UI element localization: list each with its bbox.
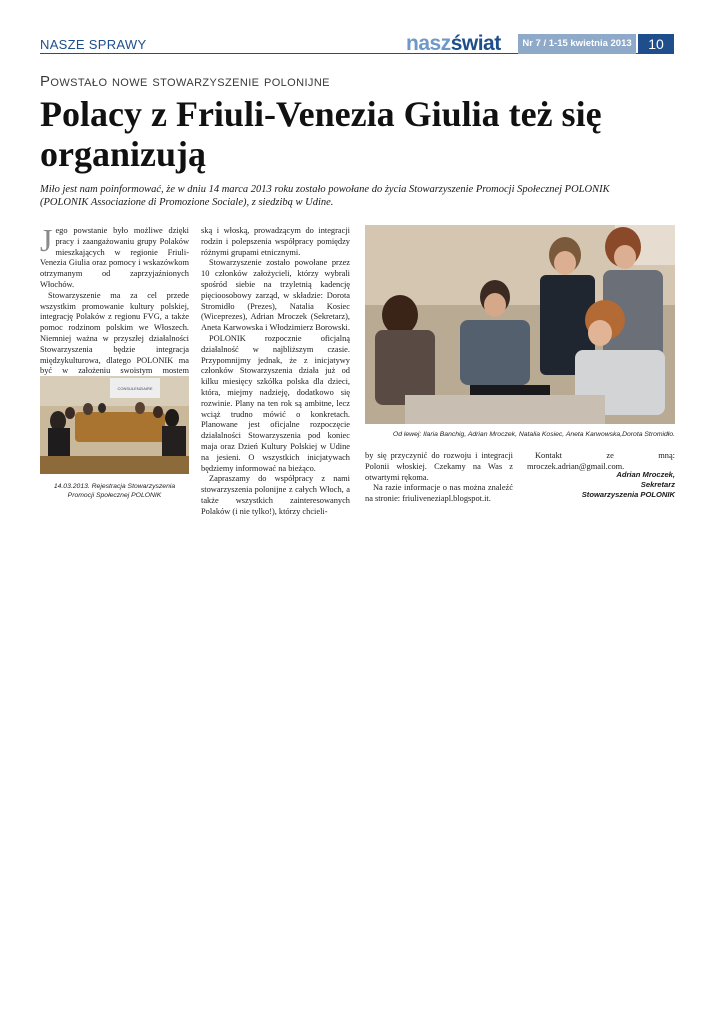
col2-paragraph-4: Zapraszamy do współpracy z nami stowarzyszenia polonijne z całych Włoch, a także wszystkich zainteresowanych Polaków (i nie tylko!), którzy chcieli- bbox=[201, 474, 350, 516]
article-column-1 bbox=[40, 222, 189, 399]
col1-paragraph-1: ego powstanie było możliwe dzięki pracy i zaangażowaniu grupy Polaków mieszkających w regionie Friuli-Venezia Giulia oraz pomocy i wskazówkom otrzymanym od zaprzyjaźnionych Włochów. bbox=[40, 226, 189, 289]
registration-photo bbox=[40, 376, 189, 474]
col3-paragraph-1: by się przyczynić do rozwoju i integracji Polonii włoskiej. Czekamy na Was z otwartymi rękoma. bbox=[365, 451, 513, 482]
article-column-2 bbox=[201, 226, 350, 518]
contact-line: Kontakt ze mną: mroczek.adrian@gmail.com. bbox=[527, 451, 675, 471]
photo-wall-sign: CONSULENZIAIRE bbox=[117, 386, 153, 391]
article-title: Polacy z Friuli-Venezia Giulia też się organizują bbox=[40, 94, 602, 174]
board-photo bbox=[365, 225, 675, 424]
col1-paragraph-2: Stowarzyszenie ma za cel przede wszystkim promowanie kultury polskiej, integrację Polaków z regionu FVG, a także pomoc rodzinom polskim we Włoszech. Niemniej ważna w przyszłej działalności Stowarzyszenia będzie integracja międzykulturowa, dlatego POLONIK ma być w założeniu swoistym mostem bbox=[40, 290, 189, 376]
photo1-caption-line-2: Promocji Społecznej POLONIK bbox=[67, 492, 162, 499]
page-number: 10 bbox=[638, 34, 674, 54]
drop-cap: J bbox=[40, 222, 53, 258]
photo1-caption-line-1: 14.03.2013. Rejestracja Stowarzyszenia bbox=[53, 483, 176, 490]
author-role: Sekretarz bbox=[640, 480, 675, 489]
logo-part-1: nasz bbox=[406, 32, 451, 55]
col2-paragraph-1: ską i włoską, prowadzącym do integracji rodzin i polepszenia współpracy pomiędzy różnymi grupami etnicznymi. bbox=[201, 226, 350, 257]
author-org: Stowarzyszenia POLONIK bbox=[581, 490, 675, 499]
publication-logo bbox=[406, 32, 501, 56]
author-name: Adrian Mroczek, bbox=[616, 470, 675, 479]
issue-badge: Nr 7 / 1-15 kwietnia 2013 bbox=[518, 34, 636, 54]
col3-paragraph-2: Na razie informacje o nas można znaleźć na stronie: friuliveneziapl.blogspot.it. bbox=[365, 483, 513, 504]
article-kicker: Powstało nowe stowarzyszenie polonijne bbox=[40, 73, 330, 90]
page-header bbox=[40, 34, 674, 54]
section-label: NASZE SPRAWY bbox=[40, 37, 147, 52]
photo1-caption bbox=[40, 482, 189, 500]
logo-part-2: świat bbox=[450, 32, 501, 55]
article-column-3 bbox=[365, 451, 513, 505]
col2-paragraph-3: POLONIK rozpocznie oficjalną działalność w najbliższym czasie. Przypomnijmy jednak, że z inicjatywy członków Stowarzyszenia działa już od kilku miesięcy szkółka polska dla dzieci, która, miejmy nadzieję, dodatkowo się rozwinie. Plany na ten rok są ambitne, lecz wciąż trudno mówić o konkretach. Planowane jest oficjalne rozpoczęcie działalności Stowarzyszenia pod koniec maja oraz Dzień Kultury Polskiej w Udine na jesieni. O wszystkich inicjatywach będziemy informować na bieżąco. bbox=[201, 333, 350, 473]
photo2-caption: Od lewej: Ilaria Banchig, Adrian Mroczek, Natalia Kosiec, Aneta Karwowska,Dorota Stromidło. bbox=[392, 431, 675, 438]
author-signature bbox=[527, 470, 675, 500]
col2-paragraph-2: Stowarzyszenie zostało powołane przez 10 członków założycieli, którzy wybrali spośród siebie na trzyletnią kadencję pięcioosobowy zarząd, w składzie: Dorota Stromidło (Prezes), Natalia Kosiec (Wiceprezes), Adrian Mroczek (Sekretarz), Aneta Karwowska i Włodzimierz Borowski. bbox=[201, 258, 350, 333]
article-lead: Miło jest nam poinformować, że w dniu 14 marca 2013 roku zostało powołane do życia Stowarzyszenie Promocji Społecznej POLONIK (POLONIK Associazione di Promozione Sociale), z siedzibą w Udine. bbox=[40, 184, 610, 208]
